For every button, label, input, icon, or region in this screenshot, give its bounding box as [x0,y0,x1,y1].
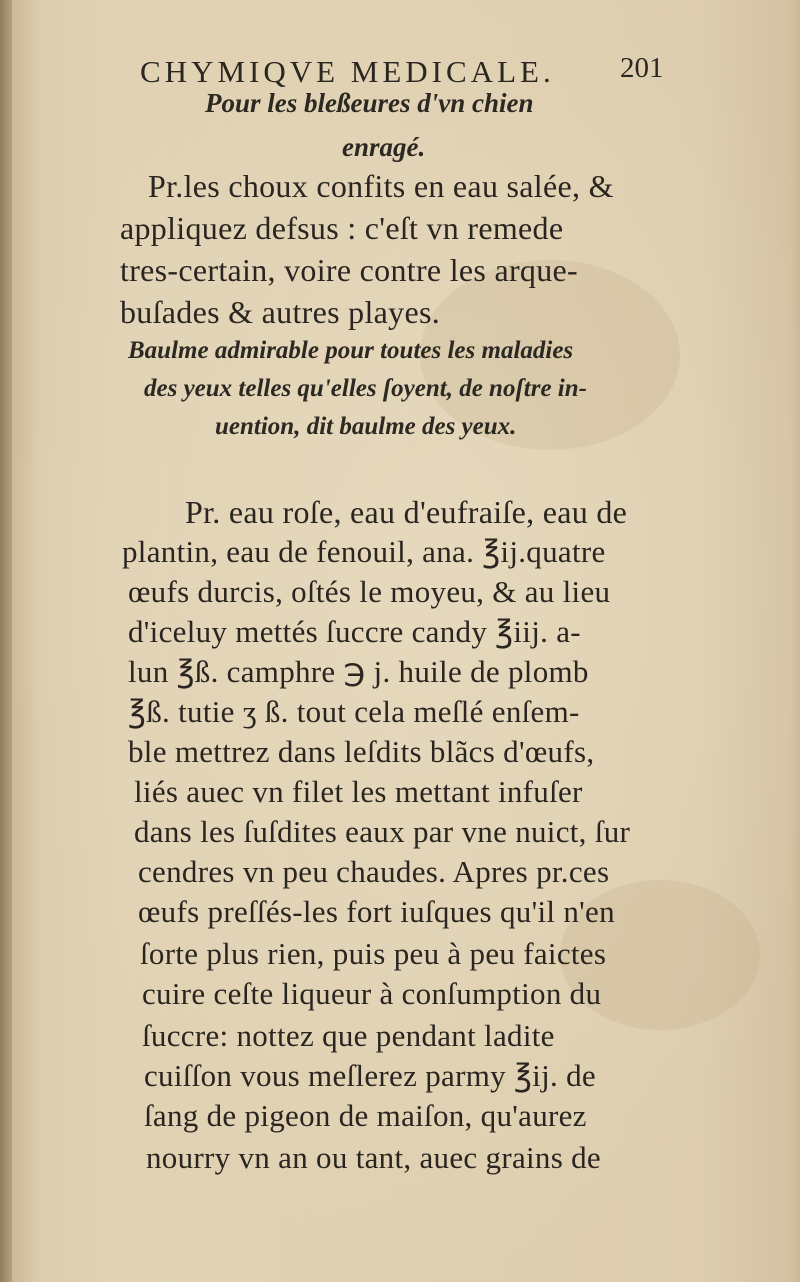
body-line: ſuccre: nottez que pendant ladite [142,1018,555,1053]
body-line: ſang de pigeon de maiſon, qu'aurez [144,1098,587,1133]
page-gutter [0,0,12,1282]
body-line: lun ℥ß. camphre ℈ j. huile de plomb [128,654,589,689]
body-line: buſades & autres playes. [120,294,440,330]
body-line: cuiſſon vous meſlerez parmy ℥ij. de [144,1058,596,1093]
body-line: Pr. eau roſe, eau d'eufraiſe, eau de [185,494,628,530]
body-line: œufs preſſés-les fort iuſques qu'il n'en [138,894,615,929]
section-heading: uention, dit baulme des yeux. [215,413,517,440]
body-line: plantin, eau de fenouil, ana. ℥ij.quatre [122,534,606,569]
body-line: cuire ceſte liqueur à conſumption du [142,976,602,1011]
body-line: dans les ſuſdites eaux par vne nuict, ſur [134,814,631,849]
section-heading: Baulme admirable pour toutes les maladies [128,337,574,364]
body-line: œufs durcis, oſtés le moyeu, & au lieu [128,574,611,609]
section-heading: Pour les bleßeures d'vn chien [205,88,534,118]
body-line: Pr.les choux confits en eau salée, & [148,168,614,204]
body-line: appliquez defsus : c'eſt vn remede [120,210,564,246]
body-line: cendres vn peu chaudes. Apres pr.ces [138,854,610,889]
body-line: ℥ß. tutie ʒ ß. tout cela meſlé enſem- [128,694,580,729]
section-heading: enragé. [342,132,426,162]
body-line: nourry vn an ou tant, auec grains de [146,1140,601,1175]
body-line: liés auec vn filet les mettant infuſer [134,774,583,809]
body-line: ble mettrez dans leſdits blãcs d'œufs, [128,734,595,769]
running-title: CHYMIQVE MEDICALE. [140,54,555,89]
body-line: d'iceluy mettés ſuccre candy ℥iij. a- [128,614,581,649]
section-heading: des yeux telles qu'elles ſoyent, de noſtre in- [144,375,587,402]
page-number: 201 [620,52,664,84]
body-line: tres-certain, voire contre les arque- [120,252,578,288]
body-line: ſorte plus rien, puis peu à peu faictes [140,936,607,971]
